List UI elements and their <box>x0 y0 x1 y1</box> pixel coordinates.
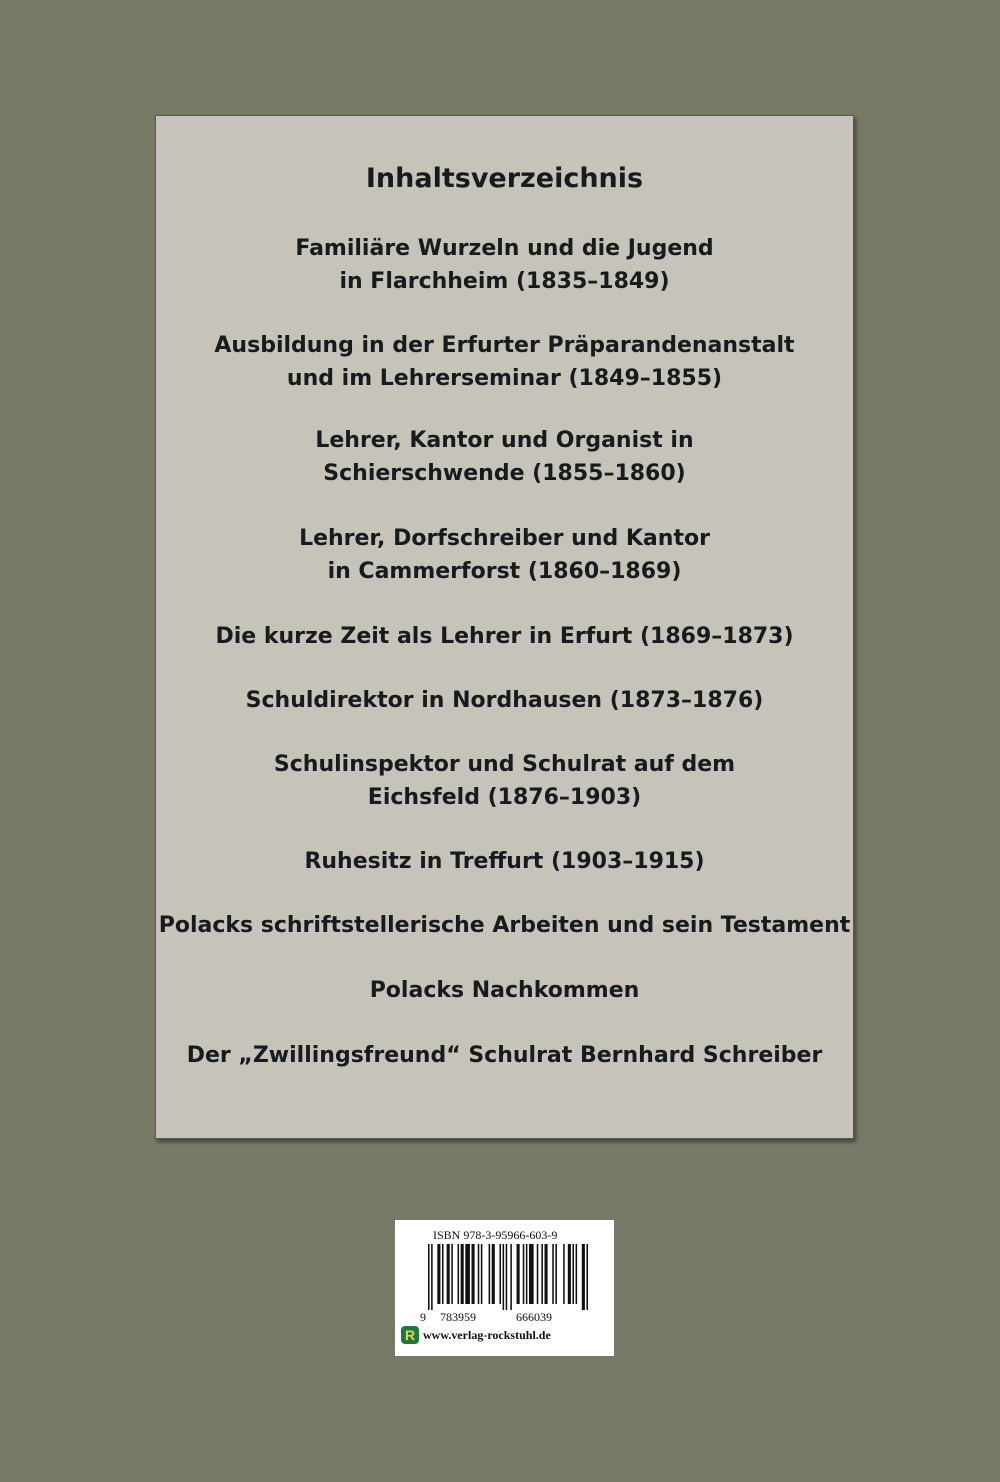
barcode-bar <box>458 1244 460 1304</box>
barcode-bar <box>465 1244 470 1304</box>
toc-entry <box>156 909 853 942</box>
barcode-bar <box>517 1244 520 1304</box>
ean-right-digits: 666039 <box>516 1310 552 1324</box>
barcode-bar <box>481 1244 483 1304</box>
toc-title: Inhaltsverzeichnis <box>365 163 644 194</box>
toc-entry-line: Der „Zwillingsfreund“ Schulrat Bernhard Schreiber <box>186 1043 823 1068</box>
toc-entry <box>156 232 853 298</box>
barcode-bar <box>552 1244 554 1304</box>
barcode-bar <box>537 1244 539 1304</box>
publisher-url[interactable]: www.verlag-rockstuhl.de <box>423 1327 551 1342</box>
barcode-bar <box>555 1244 557 1304</box>
barcode-bar <box>545 1244 548 1304</box>
barcode-bar <box>506 1244 508 1310</box>
barcode-bar <box>461 1244 464 1304</box>
barcode-bar <box>442 1244 444 1304</box>
barcode-bar <box>472 1244 475 1304</box>
table-of-contents-panel <box>155 115 854 1139</box>
toc-entry <box>156 748 853 814</box>
toc-entry-line: Familiäre Wurzeln und die Jugend <box>295 236 714 261</box>
barcode-bar <box>523 1244 525 1304</box>
isbn-barcode-label <box>395 1220 614 1356</box>
barcode-bar <box>499 1244 501 1304</box>
barcode-bar <box>510 1244 512 1310</box>
barcode-bar <box>437 1244 440 1304</box>
toc-entry <box>156 424 853 490</box>
barcode-bar <box>572 1244 574 1304</box>
barcode-bar <box>576 1244 578 1304</box>
toc-entry-line: Lehrer, Dorfschreiber und Kantor <box>299 526 710 551</box>
barcode-bar <box>563 1244 565 1304</box>
toc-entry-line: und im Lehrerseminar (1849–1855) <box>286 366 723 391</box>
toc-entry <box>156 684 853 717</box>
toc-entry <box>156 620 853 653</box>
ean-left-digits: 783959 <box>440 1310 476 1324</box>
barcode-bar <box>451 1244 453 1304</box>
toc-entry-line: in Flarchheim (1835–1849) <box>339 269 670 294</box>
barcode-bar <box>447 1244 450 1304</box>
toc-entry-line: Polacks Nachkommen <box>369 978 640 1003</box>
barcode-bar <box>489 1244 491 1304</box>
barcode-bar <box>582 1244 585 1310</box>
ean-first-digit: 9 <box>420 1310 426 1324</box>
publisher-row <box>401 1326 551 1344</box>
barcode-bar <box>503 1244 505 1310</box>
toc-entry-line: Lehrer, Kantor und Organist in <box>315 428 694 453</box>
barcode-bar <box>428 1244 430 1310</box>
toc-entry-line: Schuldirektor in Nordhausen (1873–1876) <box>245 688 764 713</box>
barcode-bar <box>586 1244 588 1310</box>
toc-entry-line: in Cammerforst (1860–1869) <box>327 559 682 584</box>
barcode-bar <box>492 1244 495 1304</box>
barcode-bar <box>478 1244 480 1304</box>
toc-entry-line: Schulinspektor und Schulrat auf dem <box>273 752 736 777</box>
toc-entry <box>156 522 853 588</box>
barcode-bar <box>568 1244 571 1304</box>
toc-entry <box>156 974 853 1007</box>
toc-entry-line: Eichsfeld (1876–1903) <box>367 785 642 810</box>
isbn-number: ISBN 978-3-95966-603-9 <box>433 1228 558 1242</box>
toc-entry-line: Die kurze Zeit als Lehrer in Erfurt (1869–1873) <box>215 624 794 649</box>
toc-entry-line: Polacks schriftstellerische Arbeiten und sein Testament <box>158 913 851 938</box>
toc-entry-line: Schierschwende (1855–1860) <box>323 461 686 486</box>
toc-entry <box>156 845 853 878</box>
barcode-bar <box>529 1244 534 1304</box>
toc-entry <box>156 329 853 395</box>
barcode-bar <box>541 1244 543 1304</box>
barcode-bar <box>431 1244 433 1310</box>
toc-entry-line: Ausbildung in der Erfurter Präparandenanstalt <box>214 333 795 358</box>
barcode-bar <box>526 1244 528 1304</box>
barcode-bars <box>428 1244 588 1310</box>
toc-entry <box>156 1039 853 1072</box>
publisher-logo: R <box>401 1326 419 1344</box>
toc-entry-line: Ruhesitz in Treffurt (1903–1915) <box>304 849 705 874</box>
